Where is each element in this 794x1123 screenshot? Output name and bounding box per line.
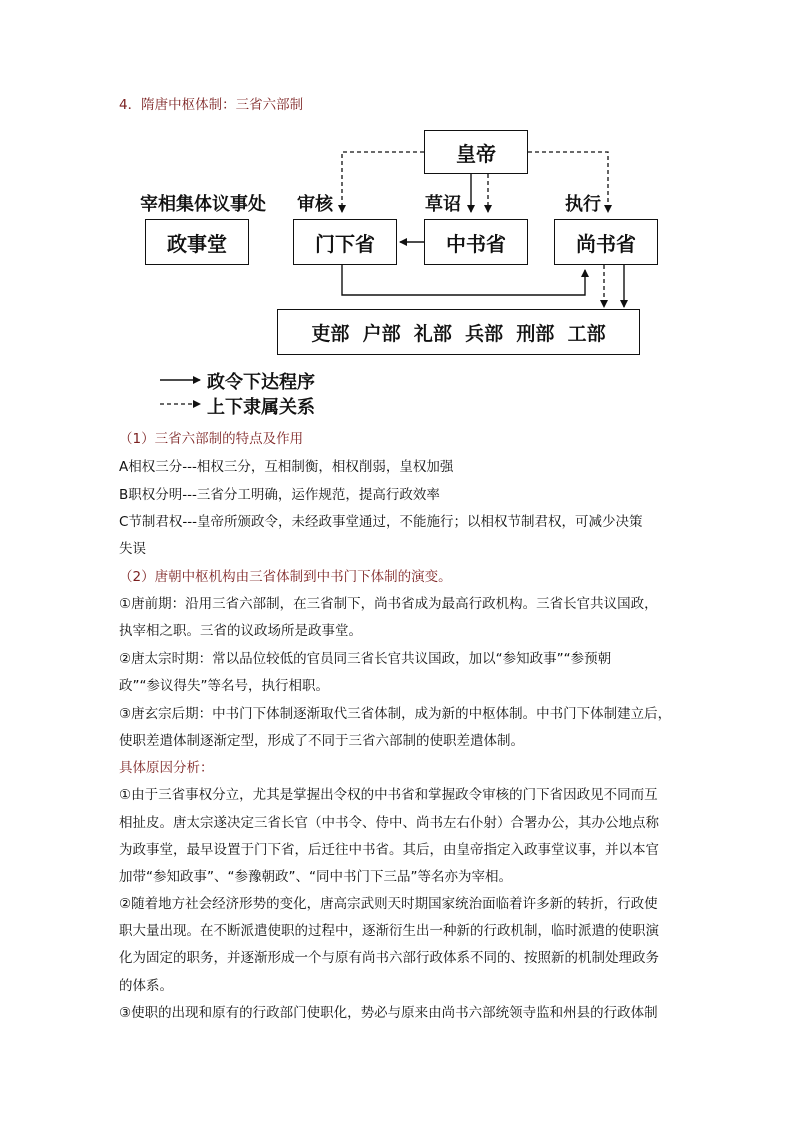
section2-line: 执宰相之职。三省的议政场所是政事堂。 [119, 623, 362, 639]
analysis-line: ③使职的出现和原有的行政部门使职化，势必与原来由尚书六部统领寺监和州县的行政体制 [119, 1005, 658, 1021]
execute-label: 执行 [565, 194, 601, 215]
section2-line: ①唐前期：沿用三省六部制，在三省制下，尚书省成为最高行政机构。三省长官共议国政， [119, 596, 658, 612]
section2-title: （2）唐朝中枢机构由三省体制到中书门下体制的演变。 [119, 569, 452, 585]
analysis-title: 具体原因分析： [119, 760, 214, 776]
analysis-line: 化为固定的职务，并逐渐形成一个与原有尚书六部行政体系不同的、按照新的机制处理政务 [119, 950, 659, 966]
section1-line: A相权三分---相权三分，互相制衡，相权削弱，皇权加强 [119, 459, 454, 475]
diagram-connectors [0, 0, 794, 430]
council-box: 政事堂 [145, 219, 249, 265]
menxia-box: 门下省 [293, 219, 397, 265]
analysis-line: 的体系。 [119, 978, 173, 994]
analysis-line: ①由于三省事权分立，尤其是掌握出令权的中书省和掌握政令审核的门下省因政见不同而互 [119, 787, 658, 803]
legend-solid-label: 政令下达程序 [207, 372, 315, 393]
analysis-line: 相扯皮。唐太宗遂决定三省长官（中书令、侍中、尚书左右仆射）合署办公，其办公地点称 [119, 815, 659, 831]
section1-line: B职权分明---三省分工明确，运作规范，提高行政效率 [119, 487, 440, 503]
analysis-line: 职大量出现。在不断派遣使职的过程中，逐渐衍生出一种新的行政机制，临时派遣的使职演 [119, 923, 659, 939]
shangshu-box: 尚书省 [554, 219, 658, 265]
analysis-line: 为政事堂，最早设置于门下省，后迁往中书省。其后，由皇帝指定入政事堂议事，并以本官 [119, 842, 659, 858]
zhongshu-box: 中书省 [424, 219, 528, 265]
three-departments-diagram [0, 0, 794, 430]
section2-line: ③唐玄宗后期：中书门下体制逐渐取代三省体制，成为新的中枢体制。中书门下体制建立后， [119, 706, 672, 722]
section1-title: （1）三省六部制的特点及作用 [119, 431, 304, 447]
emperor-box: 皇帝 [424, 130, 528, 174]
dashed-emperor-to-menxia [342, 152, 424, 212]
analysis-line: 加带“参知政事”、“参豫朝政”、“同中书门下三品”等名亦为宰相。 [119, 869, 512, 885]
review-label: 审核 [297, 194, 333, 215]
council-label: 宰相集体议事处 [140, 194, 266, 215]
edict-label: 草诏 [425, 194, 461, 215]
section2-line: ②唐太宗时期：常以品位较低的官员同三省长官共议国政，加以“参知政事”“参预朝 [119, 651, 612, 667]
legend-dashed-label: 上下隶属关系 [207, 397, 315, 418]
section1-line: C节制君权---皇帝所颁政令，未经政事堂通过，不能施行；以相权节制君权，可减少决策 [119, 514, 643, 530]
analysis-line: ②随着地方社会经济形势的变化，唐高宗武则天时期国家统治面临着许多新的转折，行政使 [119, 896, 658, 912]
six-ministries-box: 吏部 户部 礼部 兵部 刑部 工部 [277, 309, 640, 355]
menxia-to-shangshu-arrow [342, 265, 585, 295]
section2-line: 政”“参议得失”等名号，执行相职。 [119, 678, 329, 694]
section1-line: 失误 [119, 541, 146, 557]
section-heading: 4．隋唐中枢体制：三省六部制 [119, 97, 304, 113]
section2-line: 使职差遣体制逐渐定型，形成了不同于三省六部制的使职差遣体制。 [119, 733, 524, 749]
